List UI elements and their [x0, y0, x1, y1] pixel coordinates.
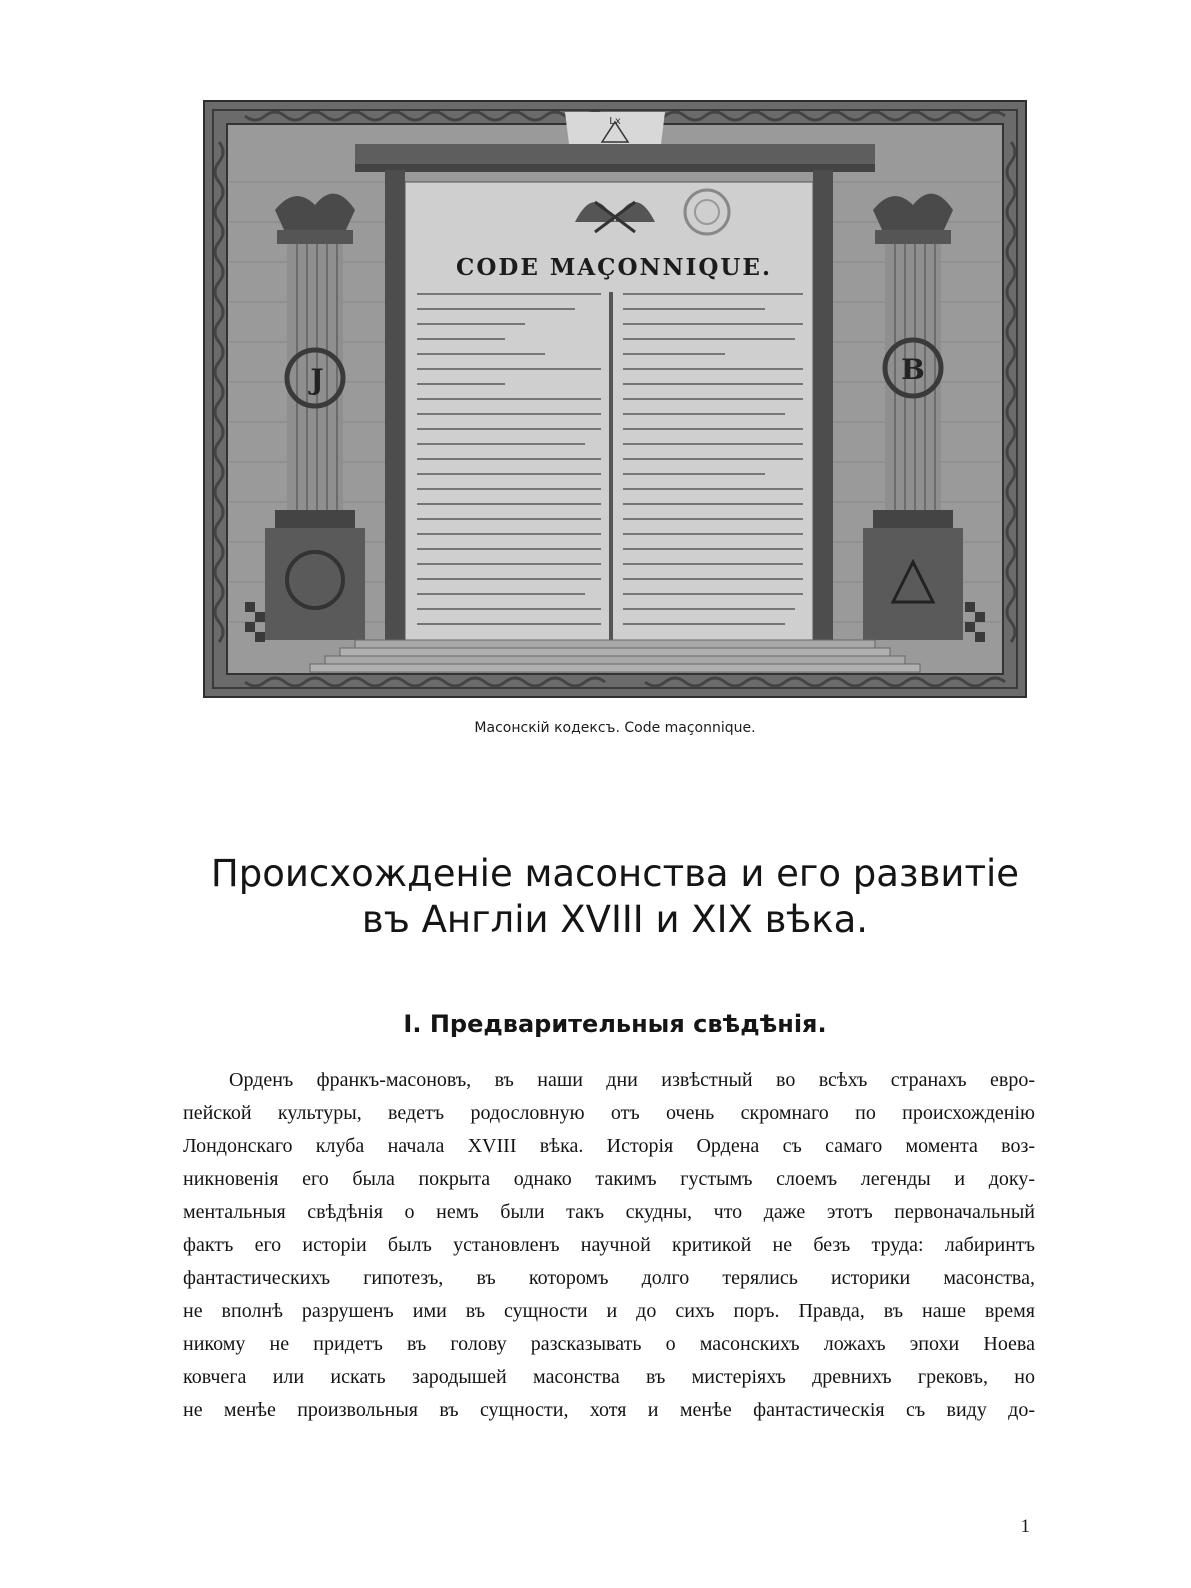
body-paragraph — [183, 1064, 1035, 1427]
body-line: пейской культуры, ведетъ родословную отъ очень скромнаго по происхожденію — [183, 1102, 1035, 1124]
chapter-title-line-1: Происхожденіе масонства и его развитіе — [210, 852, 1020, 895]
chapter-title-line-2: въ Англіи XVIII и XIX вѣка. — [361, 898, 869, 941]
illustration-title: CODE MAÇONNIQUE. — [456, 254, 772, 281]
body-line: фактъ его исторіи былъ установленъ научной критикой не безъ труда: лабиринтъ — [183, 1234, 1035, 1256]
body-line: никому не придетъ въ голову разсказывать о масонскихъ ложахъ эпохи Ноева — [183, 1333, 1035, 1355]
figure-caption: Масонскій кодексъ. Code maçonnique. — [474, 720, 756, 736]
body-line: Лондонскаго клуба начала XVIII вѣка. Исторія Ордена съ самаго момента воз- — [183, 1135, 1035, 1157]
page-number: 1 — [1020, 1516, 1030, 1537]
body-line: Орденъ франкъ-масоновъ, въ наши дни извѣстный во всѣхъ странахъ евро- — [229, 1069, 1035, 1091]
body-line: не вполнѣ разрушенъ ими въ сущности и до сихъ поръ. Правда, въ наше время — [183, 1300, 1035, 1322]
code-maconnique-illustration — [203, 100, 1027, 698]
body-line: фантастическихъ гипотезъ, въ которомъ долго терялись историки масонства, — [183, 1267, 1035, 1289]
body-line: не менѣе произвольныя въ сущности, хотя и менѣе фантастическія съ виду до- — [183, 1399, 1035, 1421]
body-line: ковчега или искать зародышей масонства въ мистеріяхъ древнихъ грековъ, но — [183, 1366, 1035, 1388]
body-line: ментальныя свѣдѣнія о немъ были такъ скудны, что даже этотъ первоначальный — [183, 1201, 1035, 1223]
column-letter-b: B — [901, 353, 925, 386]
column-letter-j: J — [310, 363, 324, 396]
triangle-mark: Lx — [609, 116, 621, 127]
section-heading: I. Предварительныя свѣдѣнія. — [403, 1010, 827, 1038]
body-line: никновенія его была покрыта однако такимъ густымъ слоемъ легенды и доку- — [183, 1168, 1035, 1190]
engraving-drawing — [205, 102, 1025, 696]
